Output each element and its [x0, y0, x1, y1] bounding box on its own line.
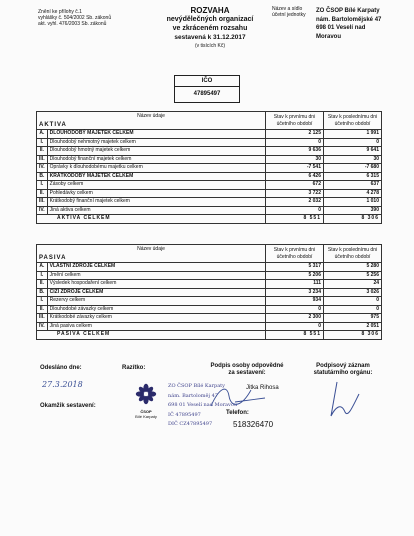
- stamp-line: 698 01 Veselí nad Moravou: [168, 402, 238, 408]
- sign-label-line: za sestavení:: [228, 370, 266, 376]
- report-title: ROZVAHA: [190, 6, 230, 15]
- aktiva-row-number: IV.: [37, 206, 48, 215]
- aktiva-row-label: Zásoby celkem: [47, 181, 265, 190]
- stamp-line: nám. Bartoloměj 47: [168, 392, 218, 399]
- seat-label: [272, 6, 306, 18]
- column-head-first: [266, 112, 324, 130]
- aktiva-value-last: 1 991: [324, 130, 382, 139]
- report-subtitle: ve zkráceném rozsahu: [172, 25, 248, 32]
- pasiva-row-label: Jiná pasiva celkem: [47, 322, 265, 331]
- column-head-line: Stav k prvnímu dni: [273, 113, 316, 120]
- phone-label: Telefon:: [226, 410, 249, 416]
- column-head-line: účetního období: [276, 253, 313, 260]
- aktiva-total-label: AKTIVA CELKEM: [37, 215, 266, 224]
- aktiva-value-last: 390: [324, 206, 382, 215]
- aktiva-value-first: -7 541: [266, 164, 324, 173]
- aktiva-row-label: Dlouhodobý finanční majetek celkem: [47, 155, 265, 164]
- pasiva-value-first: 934: [266, 297, 324, 306]
- aktiva-value-first: 0: [266, 138, 324, 147]
- pasiva-row-number: III.: [37, 314, 48, 323]
- aktiva-row-label: Oprávky k dlouhodobému majetku celkem: [47, 164, 265, 173]
- column-head-line: Stav k poslednímu dni: [327, 246, 378, 253]
- pasiva-table: [36, 244, 382, 340]
- ico-box: [174, 75, 240, 103]
- pasiva-row: [37, 297, 382, 306]
- seat-label-line: účetní jednotky: [272, 12, 306, 18]
- column-head-first: [266, 245, 324, 263]
- aktiva-value-first: 672: [266, 181, 324, 190]
- column-head-line: účetního období: [334, 120, 371, 127]
- aktiva-row: [37, 130, 382, 139]
- aktiva-value-first: 2 125: [266, 130, 324, 139]
- pasiva-total-row: [37, 331, 382, 340]
- aktiva-value-first: 9 636: [266, 147, 324, 156]
- aktiva-value-last: 0: [324, 138, 382, 147]
- pasiva-total-first: 8 551: [266, 331, 324, 340]
- pasiva-row-number: A.: [37, 263, 48, 272]
- ico-value: 47895497: [193, 91, 221, 97]
- report-date: sestavená k 31.12.2017: [174, 34, 246, 41]
- statutory-label: [308, 363, 378, 377]
- pasiva-row: [37, 322, 382, 331]
- pasiva-value-last: 975: [324, 314, 382, 323]
- aktiva-row-label: Jiná aktiva celkem: [47, 206, 265, 215]
- aktiva-row-number: B.: [37, 172, 48, 181]
- pasiva-value-first: 0: [266, 322, 324, 331]
- aktiva-row-number: III.: [37, 198, 48, 207]
- aktiva-row-label: Krátkodobý finanční majetek celkem: [47, 198, 265, 207]
- pasiva-row-number: B.: [37, 288, 48, 297]
- entity-line: nám. Bartolomějské 47: [316, 16, 382, 23]
- aktiva-value-last: -7 680: [324, 164, 382, 173]
- aktiva-row-number: I.: [37, 138, 48, 147]
- aktiva-row-number: II.: [37, 147, 48, 156]
- entity-line: 698 01 Veselí nad: [316, 25, 366, 31]
- seat-label-line: Název a sídlo: [272, 6, 303, 12]
- aktiva-row: [37, 147, 382, 156]
- aktiva-title: AKTIVA: [39, 122, 67, 128]
- aktiva-value-first: 30: [266, 155, 324, 164]
- pasiva-value-last: 5 256: [324, 271, 382, 280]
- pasiva-value-first: 2 300: [266, 314, 324, 323]
- column-head: Název údaje: [137, 113, 165, 119]
- aktiva-value-first: 2 032: [266, 198, 324, 207]
- pasiva-total-label: PASIVA CELKEM: [37, 331, 266, 340]
- stamp-line: DIČ CZ47895497: [168, 421, 213, 427]
- logo-text: ČSOP: [140, 409, 152, 414]
- pasiva-title: PASIVA: [39, 255, 67, 261]
- pasiva-row: [37, 288, 382, 297]
- aktiva-name-head: [37, 112, 266, 130]
- aktiva-value-last: 9 641: [324, 147, 382, 156]
- aktiva-value-last: 30: [324, 155, 382, 164]
- compiled-label: Okamžik sestavení:: [40, 403, 96, 409]
- aktiva-row-label: Dlouhodobý hmotný majetek celkem: [47, 147, 265, 156]
- phone-number: 518326470: [233, 420, 274, 429]
- pasiva-value-last: 3 026: [324, 288, 382, 297]
- entity-address: [316, 7, 381, 41]
- column-head-line: Stav k prvnímu dni: [273, 246, 316, 253]
- column-head-line: Stav k poslednímu dni: [327, 113, 378, 120]
- pasiva-row-number: II.: [37, 305, 48, 314]
- statutory-label-line: statutárního orgánu:: [313, 370, 373, 376]
- pasiva-value-first: 111: [266, 280, 324, 289]
- aktiva-table: [36, 111, 382, 224]
- pasiva-row-label: VLASTNÍ ZDROJE CELKEM: [47, 263, 265, 272]
- pasiva-value-first: 0: [266, 305, 324, 314]
- aktiva-total-last: 8 306: [324, 215, 382, 224]
- pasiva-row-number: I.: [37, 271, 48, 280]
- pasiva-value-first: 5 317: [266, 263, 324, 272]
- sign-label-line: Podpis osoby odpovědné: [210, 363, 284, 369]
- aktiva-row: [37, 189, 382, 198]
- pasiva-row-number: I.: [37, 297, 48, 306]
- pasiva-row-label: Rezervy celkem: [47, 297, 265, 306]
- aktiva-value-first: 6 426: [266, 172, 324, 181]
- aktiva-row-number: IV.: [37, 164, 48, 173]
- aktiva-row-label: Dlouhodobý nehmotný majetek celkem: [47, 138, 265, 147]
- aktiva-total-first: 8 551: [266, 215, 324, 224]
- aktiva-value-last: 4 278: [324, 189, 382, 198]
- legal-note-line: akt. vyhl. 476/2003 Sb. zákonů: [38, 21, 107, 27]
- compiled-by-name: Jitka Rihosa: [246, 385, 279, 391]
- aktiva-row: [37, 164, 382, 173]
- stamp-label: Razítko:: [122, 365, 146, 371]
- pasiva-value-last: 0: [324, 297, 382, 306]
- pasiva-row-number: II.: [37, 280, 48, 289]
- pasiva-row: [37, 271, 382, 280]
- aktiva-row: [37, 172, 382, 181]
- column-head-line: účetního období: [334, 253, 371, 260]
- pasiva-row: [37, 280, 382, 289]
- pasiva-value-last: 24: [324, 280, 382, 289]
- aktiva-row: [37, 206, 382, 215]
- column-head: Název údaje: [137, 246, 165, 252]
- aktiva-row: [37, 138, 382, 147]
- pasiva-value-first: 5 206: [266, 271, 324, 280]
- pasiva-row: [37, 305, 382, 314]
- logo-text: Bílé Karpaty: [135, 413, 157, 419]
- pasiva-row-label: Jmění celkem: [47, 271, 265, 280]
- report-subtitle: nevýdělečných organizací: [166, 16, 254, 23]
- aktiva-row: [37, 198, 382, 207]
- pasiva-row-label: CIZÍ ZDROJE CELKEM: [47, 288, 265, 297]
- pasiva-row-label: Dlouhodobé závazky celkem: [47, 305, 265, 314]
- sign-label: [207, 363, 287, 377]
- pasiva-name-head: [37, 245, 266, 263]
- pasiva-row: [37, 314, 382, 323]
- stamp-line: IČ 47895497: [168, 411, 201, 418]
- column-head-line: účetního období: [276, 120, 313, 127]
- aktiva-value-first: 0: [266, 206, 324, 215]
- stamp-line: ZO ČSOP Bílé Karpaty: [168, 383, 226, 389]
- column-head-last: [324, 112, 382, 130]
- pasiva-total-last: 8 306: [324, 331, 382, 340]
- legal-note-line: Znění ke přílohy č.1: [38, 9, 82, 15]
- pasiva-value-last: 2 051: [324, 322, 382, 331]
- aktiva-row-number: I.: [37, 181, 48, 190]
- aktiva-value-last: 637: [324, 181, 382, 190]
- units-note: (v tisících Kč): [194, 43, 225, 49]
- entity-line: Moravou: [316, 33, 342, 40]
- aktiva-row-number: A.: [37, 130, 48, 139]
- pasiva-row-label: Výsledek hospodaření celkem: [47, 280, 265, 289]
- organization-logo: [132, 383, 160, 419]
- aktiva-value-last: 1 010: [324, 198, 382, 207]
- sent-label: Odesláno dne:: [40, 365, 82, 371]
- aktiva-row-number: III.: [37, 155, 48, 164]
- legal-note: [38, 9, 111, 27]
- aktiva-row: [37, 155, 382, 164]
- flower-logo-icon: [135, 383, 157, 405]
- pasiva-row-number: IV.: [37, 322, 48, 331]
- aktiva-value-last: 6 315: [324, 172, 382, 181]
- pasiva-value-last: 0: [324, 305, 382, 314]
- aktiva-total-row: [37, 215, 382, 224]
- entity-line: ZO ČSOP Bílé Karpaty: [316, 8, 380, 14]
- pasiva-value-last: 5 280: [324, 263, 382, 272]
- aktiva-row-label: DLOUHODOBÝ MAJETEK CELKEM: [47, 130, 265, 139]
- aktiva-rows: [37, 130, 382, 215]
- aktiva-row-label: KRÁTKODOBÝ MAJETEK CELKEM: [47, 172, 265, 181]
- pasiva-header-row: [37, 245, 382, 263]
- sent-date-handwritten: 27.3.2018: [42, 380, 83, 389]
- pasiva-row-label: Krátkodobé závazky celkem: [47, 314, 265, 323]
- report-title-block: [150, 6, 270, 49]
- ico-label: IČO: [175, 76, 239, 87]
- aktiva-header-row: [37, 112, 382, 130]
- aktiva-row-label: Pohledávky celkem: [47, 189, 265, 198]
- pasiva-rows: [37, 263, 382, 331]
- legal-note-line: vyhlášky č. 504/2002 Sb. zákonů: [38, 15, 112, 21]
- aktiva-row: [37, 181, 382, 190]
- statutory-signature-icon: [315, 378, 365, 428]
- pasiva-value-first: 3 234: [266, 288, 324, 297]
- aktiva-value-first: 3 722: [266, 189, 324, 198]
- aktiva-row-number: II.: [37, 189, 48, 198]
- statutory-label-line: Podpisový záznam: [316, 363, 370, 369]
- pasiva-row: [37, 263, 382, 272]
- column-head-last: [324, 245, 382, 263]
